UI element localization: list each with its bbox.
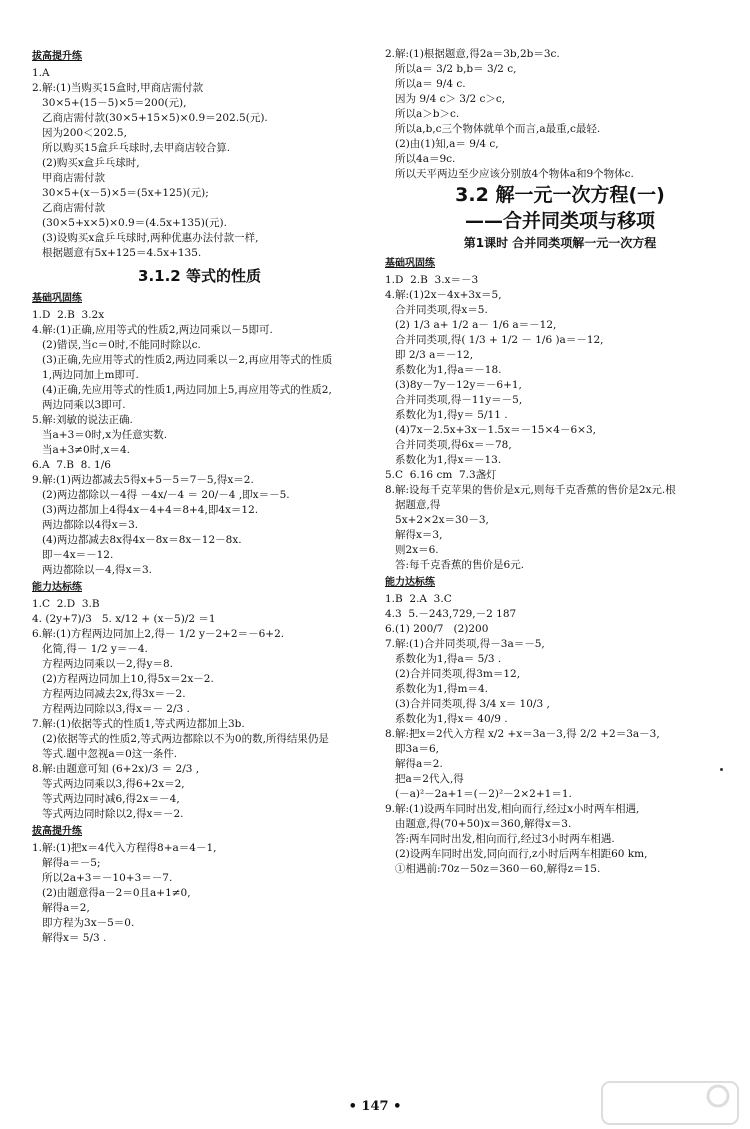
text-line: 合并同类项,得x＝5. [385,304,488,316]
text-line: 8.解:由题意可知 (6+2x)/3 ＝ 2/3 , [32,763,200,775]
text-line: 等式两边同乘以3,得6+2x＝2, [32,778,185,790]
text-line: 等式两边同时减6,得2x＝－4, [32,793,180,805]
text-line: 7.解:(1)合并同类项,得－3a＝－5, [385,638,545,650]
text-line: 6.解:(1)方程两边同加上2,得－ 1/2 y－2+2＝－6+2. [32,628,285,640]
text-line: 把a＝2代入,得 [385,773,464,785]
text-line: (－a)²－2a+1＝(－2)²－2×2+1＝1. [385,788,572,800]
text-line: ①相遇前:70z－50z＝360－60,解得z＝15. [385,863,601,875]
text-line: (30×5+x×5)×0.9＝(4.5x+135)(元). [32,217,227,229]
text-line: 1.D 2.B 3.2x [32,309,105,321]
text-line: 6.(1) 200/7 (2)200 [385,623,489,635]
text-line: 系数化为1,得x＝－13. [385,454,502,466]
text-line: 8.解:把x＝2代入方程 x/2 +x＝3a－3,得 2/2 +2＝3a－3, [385,728,660,740]
text-line: 方程两边同乘以－2,得y＝8. [32,658,173,670]
lesson-title: 第1课时 合并同类项解一元一次方程 [463,236,657,250]
text-line: (3)8y－7y－12y＝－6+1, [385,379,522,391]
text-line: 等式.题中忽视a＝0这一条件. [32,748,178,760]
text-line: 7.解:(1)依据等式的性质1,等式两边都加上3b. [32,718,245,730]
text-line: 因为 9/4 c＞ 3/2 c＞c, [385,93,506,105]
text-line: 4.解:(1)2x－4x+3x＝5, [385,289,502,301]
text-line: 两边同乘以3即可. [32,399,126,411]
text-line: 当a+3≠0时,x＝4. [32,444,131,456]
text-line: 乙商店需付款(30×5+15×5)×0.9＝202.5(元). [32,112,268,124]
section-title: 3.1.2 等式的性质 [138,267,261,285]
text-line: 答:每千克香蕉的售价是6元. [385,559,525,571]
text-line: 4.解:(1)正确,应用等式的性质2,两边同乘以－5即可. [32,324,273,336]
section-heading: 基础巩固练 [385,258,435,269]
text-line: 所以a＝ 3/2 b,b＝ 3/2 c, [385,63,517,75]
text-line: 据题意,得 [385,499,441,511]
section-heading: 拔高提升练 [32,826,82,837]
watermark-logo [600,1080,740,1126]
text-line: (2)错误,当c＝0时,不能同时除以c. [32,339,201,351]
text-line: (4)正确,先应用等式的性质1,两边同加上5,再应用等式的性质2, [32,384,332,396]
text-line: 2.解:(1)当购买15盒时,甲商店需付款 [32,82,204,94]
text-line: 所以2a+3＝－10+3＝－7. [32,872,173,884]
text-line: 即3a＝6, [385,743,439,755]
text-line: 系数化为1,得a＝－18. [385,364,502,376]
text-line: 则2x＝6. [385,544,439,556]
text-line: 所以a＝ 9/4 c. [385,78,466,90]
text-line: (2)合并同类项,得3m＝12, [385,668,521,680]
text-line: 即方程为3x－5＝0. [32,917,135,929]
text-line: 乙商店需付款 [32,202,106,214]
text-line: 4.3 5.－243,729,－2 187 [385,608,517,620]
page-number: • 147 • [348,1099,402,1114]
chapter-title: 3.2 解一元一次方程(一) [455,184,665,206]
chapter-title: ——合并同类项与移项 [464,210,655,232]
text-line: 系数化为1,得x＝ 40/9 . [385,713,508,725]
text-line: 1.B 2.A 3.C [385,593,452,605]
text-line: 5.C 6.16 cm 7.3盏灯 [385,469,497,481]
text-line: (4)7x－2.5x+3x－1.5x＝－15×4－6×3, [385,424,596,436]
text-line: 解得x＝3, [385,529,443,541]
left-column [32,47,367,946]
text-line: 即 2/3 a＝－12, [385,349,474,361]
text-line: 即－4x＝－12. [32,549,114,561]
text-line: 1.A [32,67,50,79]
section-heading: 能力达标练 [385,577,435,588]
text-line: 合并同类项,得( 1/3 + 1/2 － 1/6 )a＝－12, [385,334,604,346]
text-line: 两边都除以－4,得x＝3. [32,564,152,576]
text-line: 1,两边同加上m即可. [32,369,139,381]
text-line: 方程两边同除以3,得x＝－ 2/3 . [32,703,190,715]
text-line: 系数化为1,得m＝4. [385,683,489,695]
text-line: (3)设购买x盒乒乓球时,两种优惠办法付款一样, [32,232,259,244]
section-heading: 基础巩固练 [32,293,82,304]
text-line: 方程两边同减去2x,得3x＝－2. [32,688,186,700]
text-line: 当a+3＝0时,x为任意实数. [32,429,168,441]
text-line: 解得a＝2. [385,758,443,770]
text-line: 合并同类项,得6x＝－78, [385,439,512,451]
text-line: 9.解:(1)设两车同时出发,相向而行,经过x小时两车相遇, [385,803,640,815]
right-column [385,47,735,877]
text-line: (2)依据等式的性质2,等式两边都除以不为0的数,所得结果仍是 [32,733,329,745]
text-line: (2)两边都除以－4得 －4x/－4 ＝ 20/－4 ,即x＝－5. [32,489,290,501]
text-line: 合并同类项,得－11y＝－5, [385,394,523,406]
text-line: (4)两边都减去8x得4x－8x＝8x－12－8x. [32,534,242,546]
text-line: (2)设两车同时出发,同向而行,z小时后两车相距60 km, [385,848,648,860]
text-line: (3)两边都加上4得4x－4+4＝8+4,即4x＝12. [32,504,259,516]
text-line: 化简,得－ 1/2 y＝－4. [32,643,148,655]
text-line: 解得a＝－5; [32,857,101,869]
text-line: 5x+2×2x＝30－3, [385,514,489,526]
text-line: (2)购买x盒乒乓球时, [32,157,140,169]
text-line: 9.解:(1)两边都减去5得x+5－5＝7－5,得x＝2. [32,474,254,486]
text-line: 甲商店需付款 [32,172,106,184]
text-line: 2.解:(1)根据题意,得2a＝3b,2b＝3c. [385,48,560,60]
text-line: 30×5+(x－5)×5＝(5x+125)(元); [32,187,209,199]
text-line: 1.D 2.B 3.x＝－3 [385,274,479,286]
text-line: 所以a＞b＞c. [385,108,460,120]
text-line: 所以4a＝9c. [385,153,456,165]
text-line: 由题意,得(70+50)x＝360,解得x＝3. [385,818,572,830]
text-line: 等式两边同时除以2,得x＝－2. [32,808,184,820]
text-line: 答:两车同时出发,相向而行,经过3小时两车相遇. [385,833,615,845]
text-line: 所以天平两边至少应该分别放4个物体a和9个物体c. [385,168,634,180]
text-line: 因为200＜202.5, [32,127,127,139]
text-line: 系数化为1,得a＝ 5/3 . [385,653,502,665]
text-line: 4. (2y+7)/3 5. x/12 + (x－5)/2 ＝1 [32,613,216,625]
text-line: 解得x＝ 5/3 . [32,932,107,944]
text-line: (2)方程两边同加上10,得5x＝2x－2. [32,673,214,685]
text-line: 解得a＝2, [32,902,90,914]
text-line: 8.解:设每千克苹果的售价是x元,则每千克香蕉的售价是2x元.根 [385,484,676,496]
text-line: 6.A 7.B 8. 1/6 [32,459,111,471]
text-line: (2) 1/3 a+ 1/2 a－ 1/6 a＝－12, [385,319,557,331]
text-line: 系数化为1,得y＝ 5/11 . [385,409,508,421]
text-line: (2)由(1)知,a＝ 9/4 c, [385,138,499,150]
text-line: (2)由题意得a－2＝0且a+1≠0, [32,887,191,899]
text-line: 30×5+(15－5)×5＝200(元), [32,97,187,109]
text-line: (3)正确,先应用等式的性质2,两边同乘以－2,再应用等式的性质 [32,354,333,366]
text-line: 5.解:刘敏的说法正确. [32,414,133,426]
text-line: 所以a,b,c三个物体就单个而言,a最重,c最轻. [385,123,601,135]
section-heading: 拔高提升练 [32,51,82,62]
text-line: 所以购买15盒乒乓球时,去甲商店较合算. [32,142,231,154]
text-line: 1.解:(1)把x＝4代入方程得8+a＝4－1, [32,842,217,854]
text-line: 两边都除以4得x＝3. [32,519,139,531]
section-heading: 能力达标练 [32,582,82,593]
stray-dot [720,768,723,771]
text-line: 根据题意有5x+125＝4.5x+135. [32,247,202,259]
text-line: (3)合并同类项,得 3/4 x＝ 10/3 , [385,698,550,710]
text-line: 1.C 2.D 3.B [32,598,100,610]
